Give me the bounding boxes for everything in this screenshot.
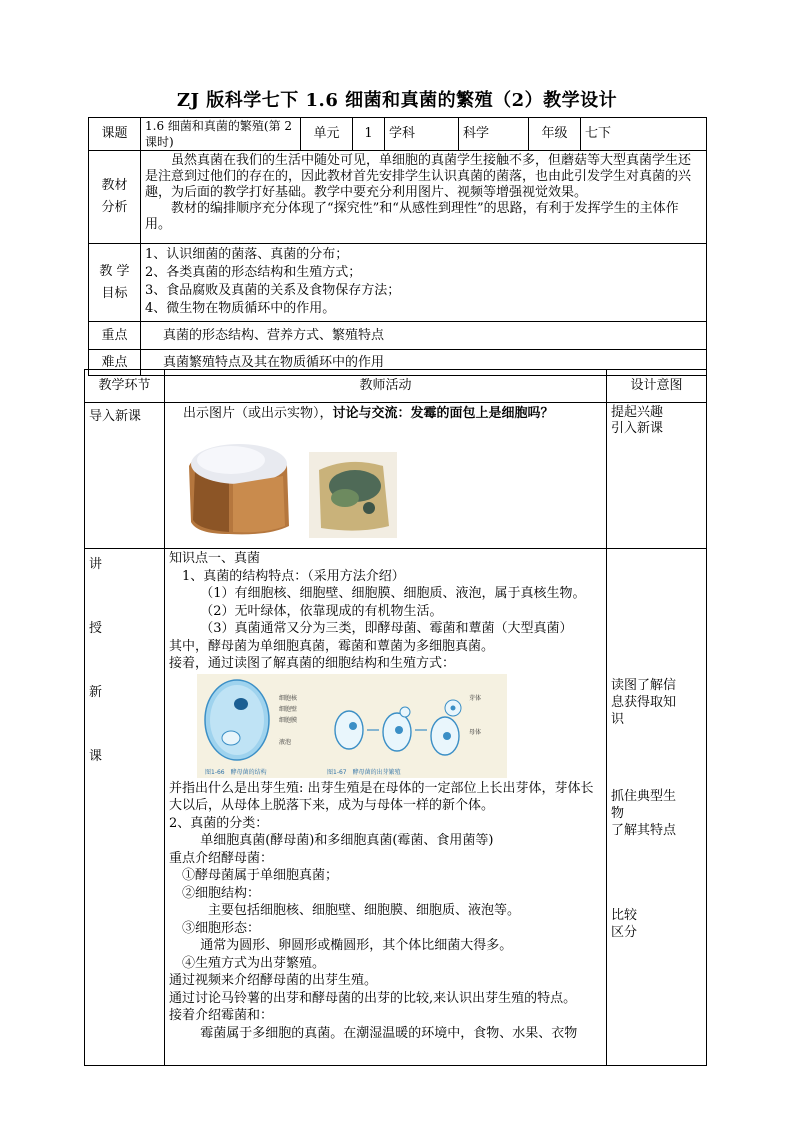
intent-line: 了解其特点: [611, 823, 677, 838]
intro-stage: 导入新课: [85, 403, 165, 549]
teaching-process-table: [84, 369, 707, 1066]
lecture-line: ④生殖方式为出芽繁殖。: [182, 955, 326, 971]
label-nucleus: 细胞核: [279, 694, 298, 702]
lecture-line: （2）无叶绿体，依靠现成的有机物生活。: [200, 603, 443, 619]
lecture-line: 接着介绍霉菌和：: [169, 1008, 274, 1023]
lecture-line: 其中，酵母菌为单细胞真菌，霉菌和蕈菌为多细胞真菌。: [169, 638, 495, 654]
lecture-line: （1）有细胞核、细胞壁、细胞膜、细胞质、液泡，属于真核生物。: [200, 586, 586, 601]
subject-value: 科学: [459, 118, 529, 151]
lecture-line: 单细胞真菌(酵母菌)和多细胞真菌(霉菌、食用菌等): [200, 833, 494, 848]
lecture-line: 通常为圆形、卵圆形或椭圆形，其个体比细菌大得多。: [200, 938, 513, 953]
lecture-stage-char: 讲: [89, 557, 103, 572]
analysis-label-2: 分析: [101, 200, 128, 215]
yeast-figure: [197, 674, 507, 778]
label-vacuole: 液泡: [279, 738, 292, 746]
analysis-row: [89, 151, 707, 244]
page-title: ZJ 版科学七下 1.6 细菌和真菌的繁殖（2）教学设计: [176, 90, 618, 111]
process-header-row: [85, 370, 707, 403]
analysis-label-1: 教材: [101, 178, 128, 193]
lecture-stage: [85, 549, 165, 1066]
moldy-bread-photo-1: [189, 444, 289, 534]
intent-block-compare: [611, 907, 702, 941]
goal-item: 3、食品腐败及真菌的关系及食物保存方法；: [145, 283, 401, 298]
intent-block-typical: [611, 788, 702, 839]
header-row: [89, 118, 707, 151]
intent-line: 息获得取知: [611, 695, 677, 710]
intent-line: 识: [611, 712, 625, 727]
goals-row: [89, 244, 707, 322]
unit-value: 1: [353, 118, 385, 151]
key-point-text: 真菌的形态结构、营养方式、繁殖特点: [141, 322, 707, 350]
lecture-activity: [165, 549, 607, 1066]
lecture-line: 通过讨论马铃薯的出芽和酵母菌的出芽的比较,来认识出芽生殖的特点。: [169, 990, 577, 1006]
lecture-line: ③细胞形态：: [182, 920, 261, 936]
budding-explanation: 并指出什么是出芽生殖: 出芽生殖是在母体的一定部位上长出芽体，芽体长大以后，从母体上脱落下来，成为与母体一样的新个体。: [169, 780, 594, 813]
goal-item: 2、各类真菌的形态结构和生殖方式；: [145, 265, 362, 280]
lecture-line: ①酵母菌属于单细胞真菌；: [182, 868, 339, 883]
unit-label: 单元: [301, 118, 353, 151]
lecture-line: 主要包括细胞核、细胞壁、细胞膜、细胞质、液泡等。: [208, 903, 521, 918]
label-bud: 芽体: [469, 694, 482, 702]
intent-line: 抓住典型生: [611, 789, 677, 804]
caption-budding: 图1-67 酵母菌的出芽繁殖: [327, 768, 401, 776]
intro-intent-line: 提起兴趣: [611, 405, 664, 420]
intro-intent: [607, 403, 707, 549]
lesson-info-table: [88, 117, 707, 376]
teacher-header: 教师活动: [165, 370, 607, 403]
subject-label: 学科: [385, 118, 459, 151]
lecture-intent: [607, 549, 707, 1066]
topic-value: 1.6 细菌和真菌的繁殖(第 2 课时): [141, 118, 301, 151]
goal-item: 1、认识细菌的菌落、真菌的分布；: [145, 247, 349, 262]
lecture-stage-char: 课: [89, 749, 103, 764]
label-membrane: 细胞膜: [279, 716, 298, 724]
label-mother: 母体: [469, 728, 482, 736]
goals-label-1: 教 学: [99, 263, 130, 279]
stage-header: 教学环节: [85, 370, 165, 403]
analysis-paragraph-2: 教材的编排顺序充分体现了“探究性”和“从感性到理性”的思路，有利于发挥学生的主体作用。: [145, 201, 679, 232]
lecture-line: 知识点一、真菌: [169, 551, 261, 566]
lecture-line: 霉菌属于多细胞的真菌。在潮湿温暖的环境中，食物、水果、衣物: [200, 1025, 578, 1041]
intent-line: 比较: [611, 908, 638, 923]
difficulty-label: 难点: [89, 350, 141, 376]
intro-activity: [165, 403, 607, 549]
intro-text: 出示图片（或出示实物），: [183, 406, 333, 421]
intent-header: 设计意图: [607, 370, 707, 403]
intro-intent-line: 引入新课: [611, 421, 664, 436]
lecture-line: （3）真菌通常又分为三类，即酵母菌、霉菌和蕈菌（大型真菌）: [200, 621, 573, 636]
intent-block-reading: [611, 677, 702, 728]
label-wall: 细胞壁: [279, 705, 298, 713]
lecture-line: 重点介绍酵母菌：: [169, 850, 274, 866]
grade-label: 年级: [529, 118, 581, 151]
moldy-bread-images: [169, 426, 589, 538]
key-point-label: 重点: [89, 322, 141, 350]
key-point-row: [89, 322, 707, 350]
lecture-line: 2、真菌的分类：: [169, 815, 269, 831]
goal-item: 4、微生物在物质循环中的作用。: [145, 301, 336, 316]
intent-line: 物: [611, 806, 625, 821]
lecture-line: ②细胞结构：: [182, 885, 261, 901]
lecture-line: 1、真菌的结构特点：（采用方法介绍）: [182, 568, 405, 584]
grade-value: 七下: [581, 118, 707, 151]
goals-content: [141, 244, 707, 322]
lecture-line: 接着，通过读图了解真菌的细胞结构和生殖方式：: [169, 656, 456, 671]
moldy-bread-photo-2: [309, 452, 397, 538]
intent-line: 区分: [611, 925, 638, 940]
analysis-paragraph-1: 虽然真菌在我们的生活中随处可见，单细胞的真菌学生接触不多，但蘑菇等大型真菌学生还是注意到过他们的存在的，因此教材首先安排学生认识真菌的菌落，也由此引发学生对真菌的兴趣，为后面的教学打好基础。教学中要充分利用图片、视频等增强视觉效果。: [145, 153, 692, 200]
caption-structure: 图1-66 酵母菌的结构: [205, 768, 267, 776]
goals-label: [89, 244, 141, 322]
lecture-stage-char: 新: [89, 685, 103, 700]
goals-label-2: 目标: [101, 285, 128, 301]
analysis-label: [89, 151, 141, 244]
topic-label: 课题: [89, 118, 141, 151]
analysis-content: [141, 151, 707, 244]
lecture-stage-char: 授: [89, 621, 103, 636]
lecture-line: 通过视频来介绍酵母菌的出芽生殖。: [169, 973, 378, 988]
lecture-row: [85, 549, 707, 1066]
intro-question: 讨论与交流：发霉的面包上是细胞吗？: [332, 406, 554, 421]
intent-line: 读图了解信: [611, 678, 677, 693]
intro-row: [85, 403, 707, 549]
difficulty-text: 真菌繁殖特点及其在物质循环中的作用: [141, 350, 707, 376]
